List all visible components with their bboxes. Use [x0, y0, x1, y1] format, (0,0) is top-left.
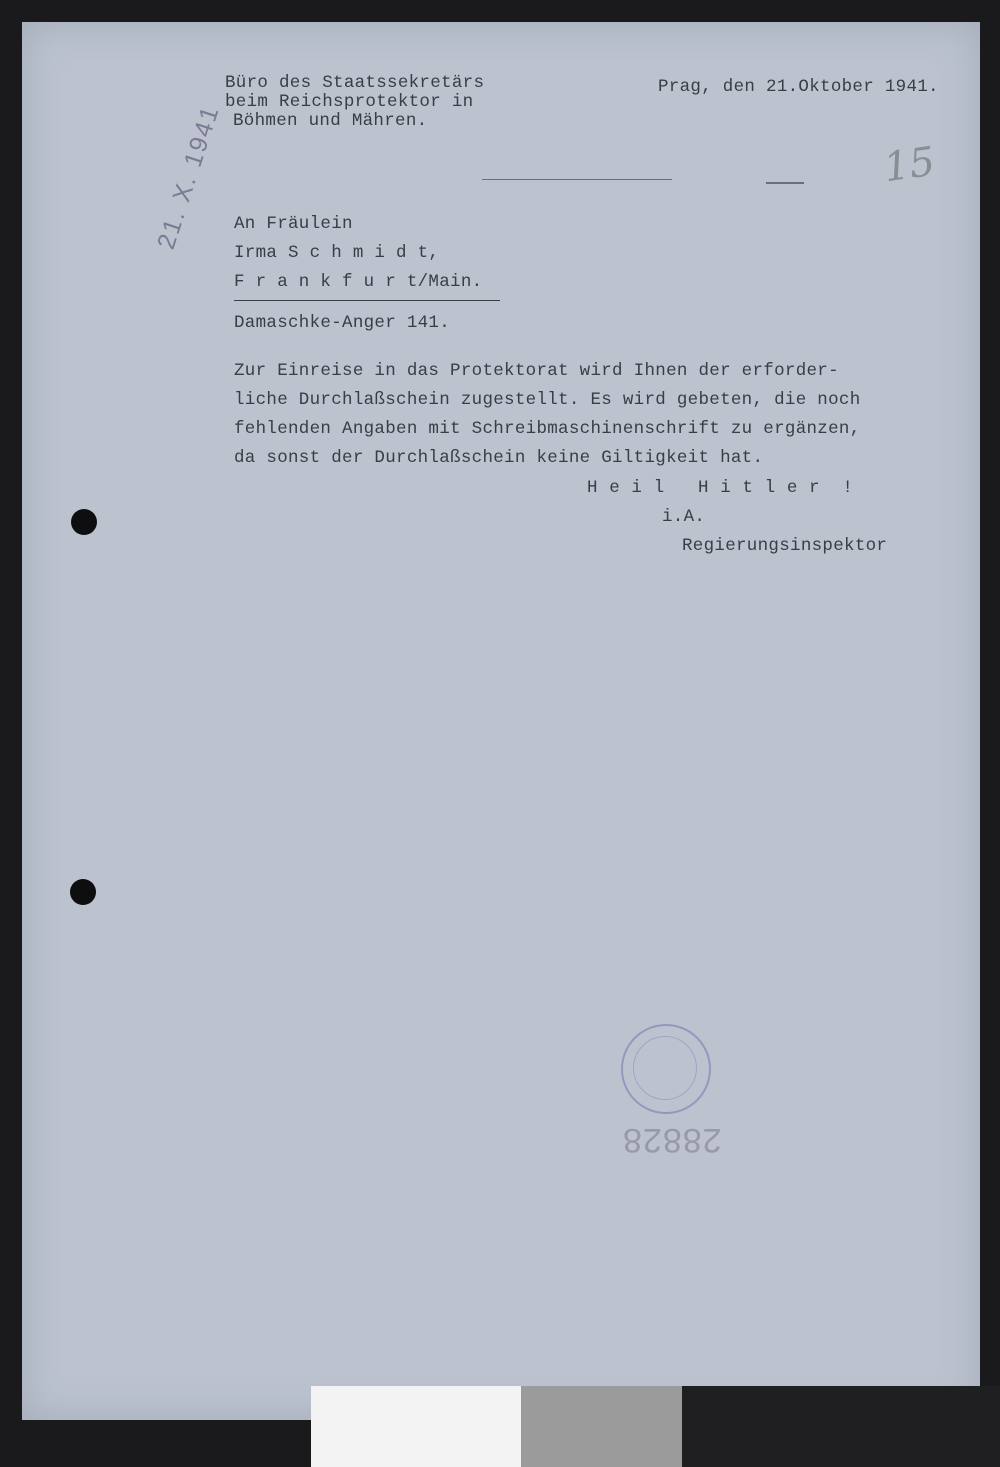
- pencil-page-number: 15: [881, 138, 938, 192]
- sender-line-2: beim Reichsprotektor in: [225, 92, 474, 112]
- recipient-salutation: An Fräulein: [234, 214, 353, 234]
- punch-hole-top: [71, 509, 97, 535]
- pencil-stroke: [482, 179, 672, 180]
- calibration-strip-black: [682, 1386, 1000, 1467]
- closing-salutation: H e i l H i t l e r !: [587, 478, 854, 498]
- archive-number-stamp: 28828: [622, 1121, 722, 1159]
- archive-seal-stamp: [621, 1024, 711, 1114]
- pencil-dash: [766, 182, 804, 184]
- body-line-1: Zur Einreise in das Protektorat wird Ihnen der erforder-: [234, 361, 839, 381]
- punch-hole-bottom: [70, 879, 96, 905]
- recipient-name: Irma S c h m i d t,: [234, 243, 440, 263]
- document-page: [22, 22, 980, 1420]
- sender-line-1: Büro des Staatssekretärs: [225, 73, 485, 93]
- dateline: Prag, den 21.Oktober 1941.: [658, 77, 939, 97]
- signoff-ia: i.A.: [662, 507, 706, 527]
- sender-block: [225, 74, 484, 131]
- calibration-strip-white: [311, 1386, 521, 1467]
- signoff-title: Regierungsinspektor: [682, 536, 888, 556]
- receipt-date-stamp: 21. X. 1941: [152, 101, 225, 253]
- body-line-4: da sonst der Durchlaßschein keine Giltigkeit hat.: [234, 448, 764, 468]
- recipient-city: F r a n k f u r t/Main.: [234, 272, 483, 292]
- city-underline: [234, 300, 500, 301]
- letter-body: [234, 357, 861, 473]
- calibration-strip-grey: [521, 1386, 682, 1467]
- body-line-3: fehlenden Angaben mit Schreibmaschinenschrift zu ergänzen,: [234, 419, 861, 439]
- body-line-2: liche Durchlaßschein zugestellt. Es wird gebeten, die noch: [234, 390, 861, 410]
- sender-line-3: Böhmen und Mähren.: [233, 111, 428, 131]
- recipient-block: [234, 210, 482, 297]
- recipient-street: Damaschke-Anger 141.: [234, 313, 451, 333]
